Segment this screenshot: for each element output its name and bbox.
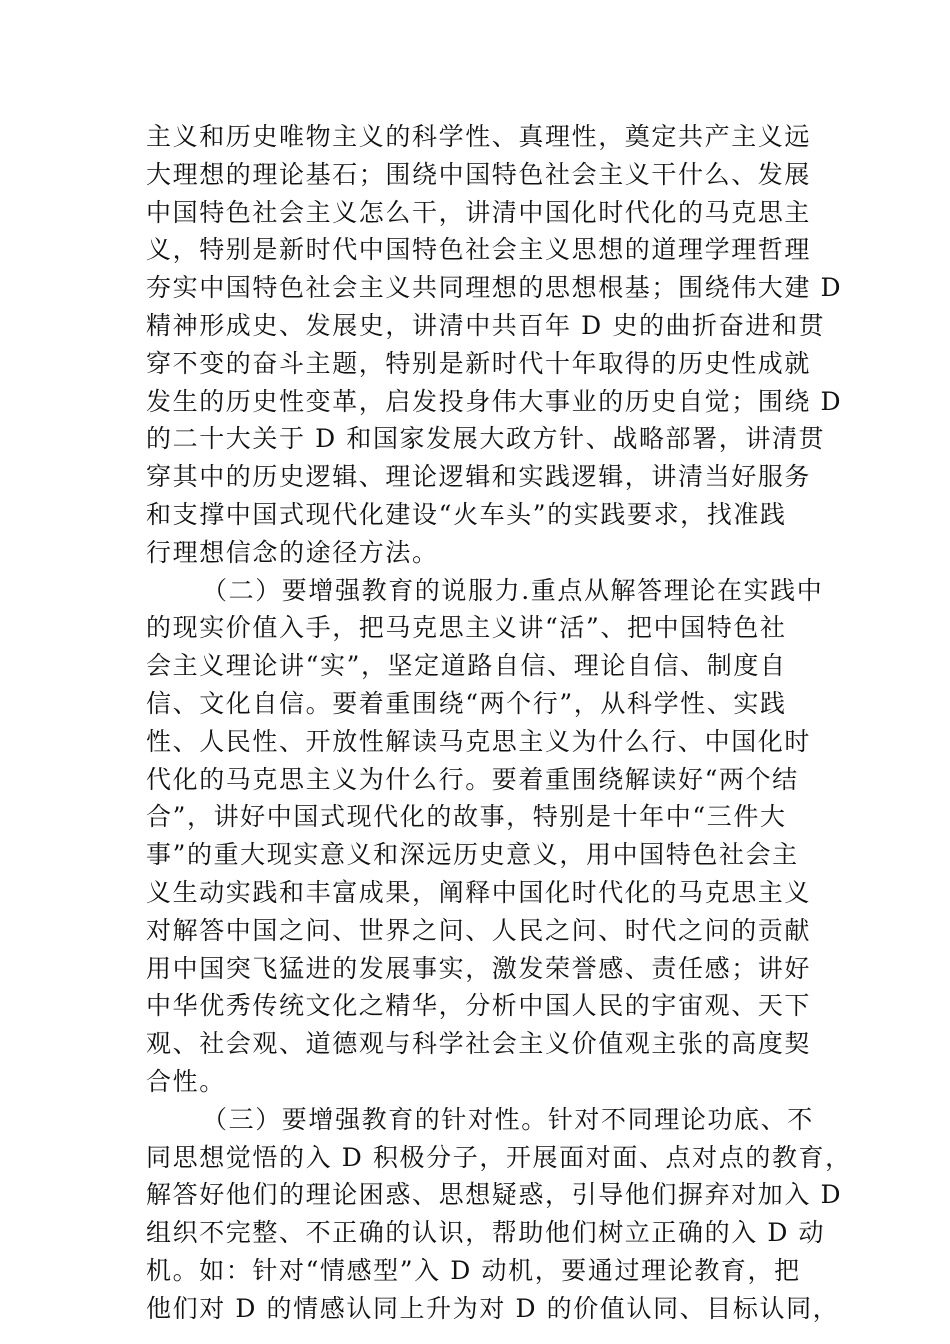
text-line: 用中国突飞猛进的发展事实，激发荣誉感、责任感；讲好 bbox=[146, 953, 812, 983]
paragraph-first-line bbox=[146, 1101, 814, 1139]
paragraph-2 bbox=[146, 572, 824, 1101]
text-line: 对解答中国之问、世界之问、人民之问、时代之问的贡献 bbox=[146, 915, 812, 945]
text-line: 义生动实践和丰富成果，阐释中国化时代化的马克思主义 bbox=[146, 877, 812, 907]
text-line: 同思想觉悟的入 D 积极分子，开展面对面、点对点的教育， bbox=[146, 1142, 852, 1172]
text-line: 的二十大关于 D 和国家发展大政方针、战略部署，讲清贯 bbox=[146, 424, 826, 454]
text-line: 义，特别是新时代中国特色社会主义思想的道理学理哲理 bbox=[146, 235, 812, 265]
text-line: 代化的马克思主义为什么行。要着重围绕解读好“两个结 bbox=[146, 764, 799, 794]
text-line: 组织不完整、不正确的认识，帮助他们树立正确的入 D 动 bbox=[146, 1218, 826, 1248]
text-line: 机。如：针对“情感型”入 D 动机，要通过理论教育，把 bbox=[146, 1255, 801, 1285]
paragraph-first-line bbox=[146, 572, 824, 610]
text-line: 他们对 D 的情感认同上升为对 D 的价值认同、目标认同， bbox=[146, 1293, 840, 1323]
text-line: 穿不变的奋斗主题，特别是新时代十年取得的历史性成就 bbox=[146, 348, 812, 378]
text-line: 主义和历史唯物主义的科学性、真理性，奠定共产主义远 bbox=[146, 122, 812, 151]
text-line: 观、社会观、道德观与科学社会主义价值观主张的高度契 bbox=[146, 1029, 812, 1059]
text-line: 夯实中国特色社会主义共同理想的思想根基；围绕伟大建 D bbox=[146, 273, 843, 303]
document-body bbox=[146, 118, 852, 1328]
section-heading: （三）要增强教育的针对性。 bbox=[202, 1104, 548, 1134]
section-heading: （二）要增强教育的说服力. bbox=[202, 575, 531, 605]
paragraph-3 bbox=[146, 1101, 852, 1328]
text-line: 解答好他们的理论困惑、思想疑惑，引导他们摒弃对加入 D bbox=[146, 1180, 843, 1210]
text-line: 中国特色社会主义怎么干，讲清中国化时代化的马克思主 bbox=[146, 197, 812, 227]
text-line: 性、人民性、开放性解读马克思主义为什么行、中国化时 bbox=[146, 726, 812, 756]
text-line: 大理想的理论基石；围绕中国特色社会主义干什么、发展 bbox=[146, 159, 812, 189]
text-line: 行理想信念的途径方法。 bbox=[146, 537, 439, 567]
text-line: 会主义理论讲“实”，坚定道路自信、理论自信、制度自 bbox=[146, 651, 787, 681]
text-line: 中华优秀传统文化之精华，分析中国人民的宇宙观、天下 bbox=[146, 991, 812, 1021]
text-line: 和支撑中国式现代化建设“火车头”的实践要求，找准践 bbox=[146, 499, 787, 529]
text-run: 针对不同理论功底、不 bbox=[547, 1104, 814, 1134]
text-line: 发生的历史性变革，启发投身伟大事业的历史自觉；围绕 D bbox=[146, 386, 843, 416]
text-line: 合”，讲好中国式现代化的故事，特别是十年中“三件大 bbox=[146, 802, 787, 832]
text-line: 事”的重大现实意义和深远历史意义，用中国特色社会主 bbox=[146, 840, 799, 870]
paragraph-1 bbox=[146, 118, 843, 572]
text-line: 精神形成史、发展史，讲清中共百年 D 史的曲折奋进和贯 bbox=[146, 310, 826, 340]
text-line: 穿其中的历史逻辑、理论逻辑和实践逻辑，讲清当好服务 bbox=[146, 462, 812, 492]
text-line: 合性。 bbox=[146, 1066, 226, 1096]
text-line: 信、文化自信。要着重围绕“两个行”，从科学性、实践 bbox=[146, 688, 787, 718]
text-run: 重点从解答理论在实践中 bbox=[530, 575, 824, 605]
text-line: 的现实价值入手，把马克思主义讲“活”、把中国特色社 bbox=[146, 613, 787, 643]
